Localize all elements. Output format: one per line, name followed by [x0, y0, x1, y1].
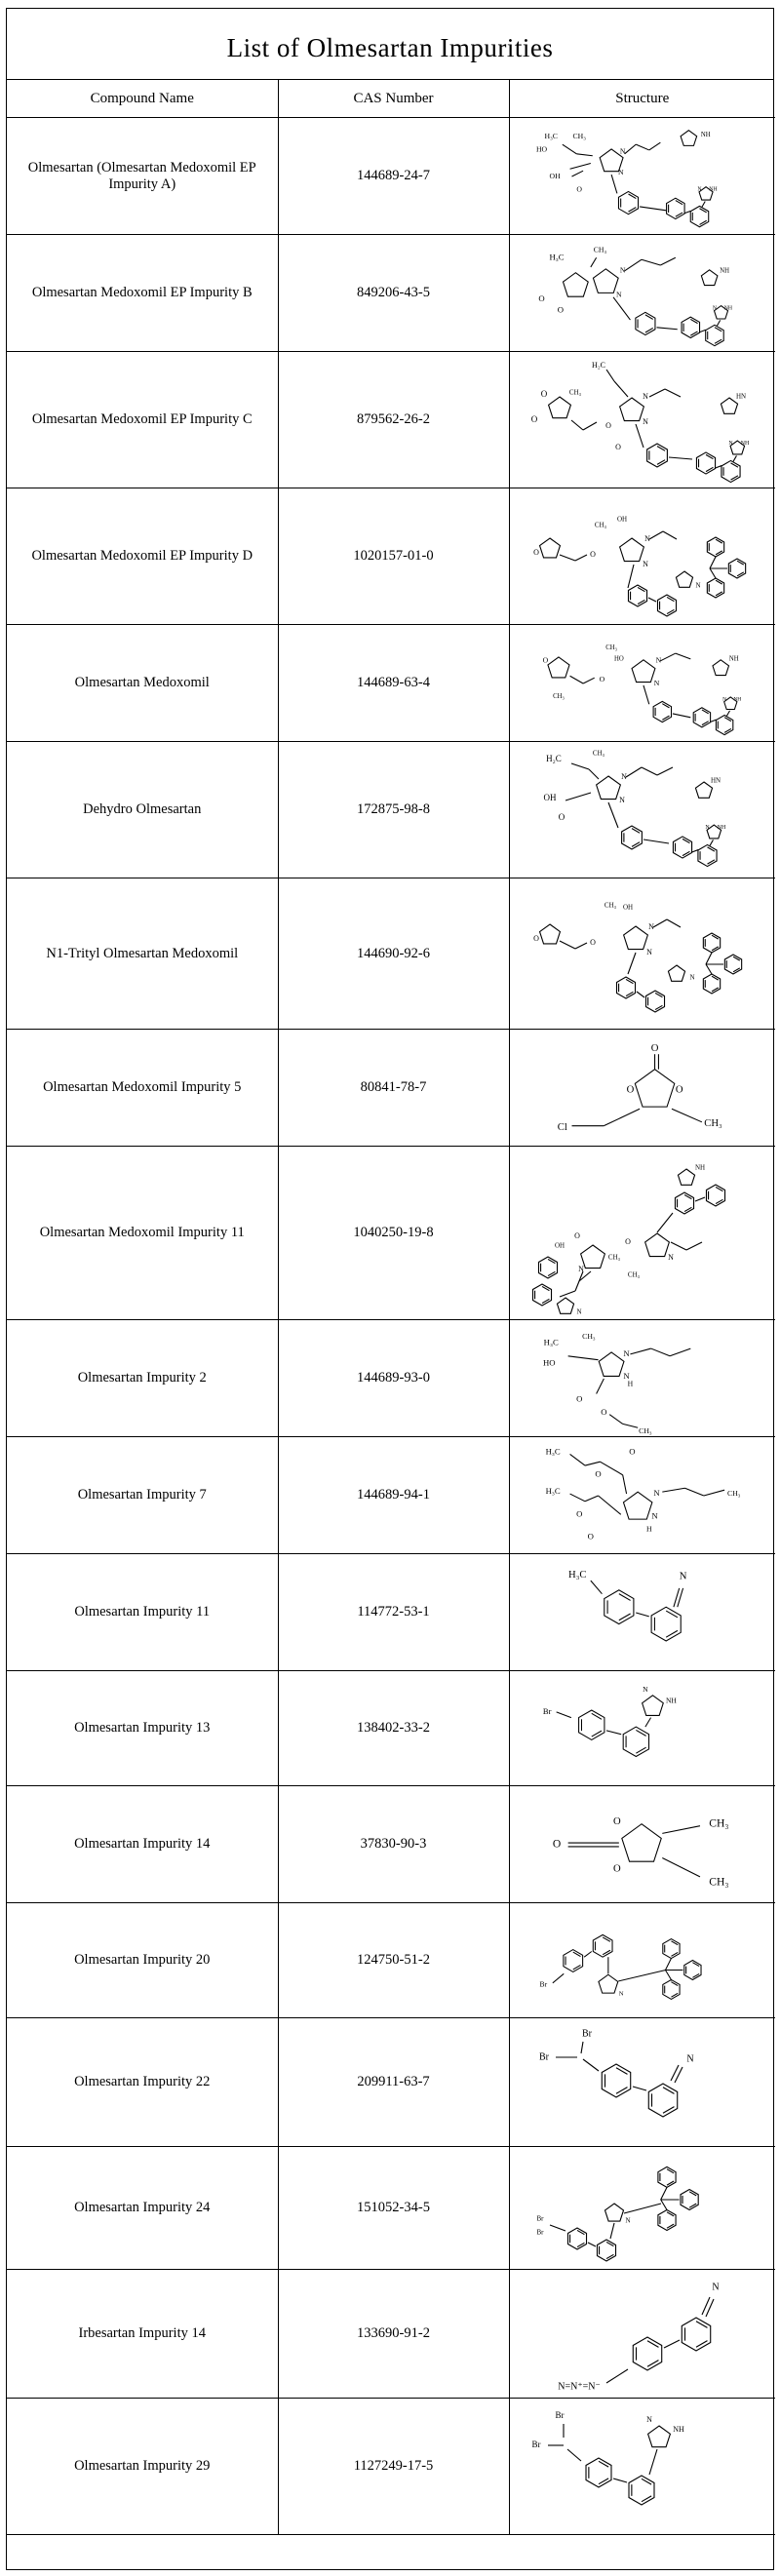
atom-label-h3c: H₃C [545, 1485, 561, 1496]
atom-label-n: N [689, 973, 695, 982]
atom-label-ch3: CH₃ [568, 388, 581, 397]
atom-label-n: N [642, 1684, 648, 1694]
compound-name-cell: Olmesartan Impurity 20 [7, 1903, 278, 2018]
impurities-sheet [6, 8, 774, 2570]
atom-label-n: N [645, 2414, 652, 2424]
olmesartan-structure-icon [521, 120, 764, 233]
imidazole-diester-structure-icon [521, 1439, 764, 1552]
table-row [7, 1147, 775, 1320]
structure-cell [509, 1671, 775, 1786]
cas-number-cell: 144690-92-6 [278, 878, 509, 1030]
atom-label-o: O [589, 937, 596, 947]
table-row [7, 1030, 775, 1147]
atom-label-nh: NH [740, 440, 749, 447]
structure-cell [509, 625, 775, 742]
atom-label-h: H [627, 1379, 633, 1388]
atom-label-n: N [618, 1990, 624, 1998]
dehydro-olmesartan-structure-icon [521, 744, 764, 877]
cas-number-cell: 849206-43-5 [278, 235, 509, 352]
structure-cell [509, 1437, 775, 1554]
atom-label-br: Br [555, 2409, 565, 2420]
atom-label-n: N [642, 416, 648, 426]
dibromomethyl-tetrazole-structure-icon [521, 2400, 764, 2533]
atom-label-n: N [619, 265, 626, 275]
medoxomil-structure-icon [521, 627, 764, 740]
atom-label-o: O [626, 1083, 635, 1095]
atom-label-o: O [612, 1863, 621, 1875]
compound-name-cell: Olmesartan Medoxomil EP Impurity B [7, 235, 278, 352]
cas-number-cell: 80841-78-7 [278, 1030, 509, 1147]
atom-label-ch3: CH₃ [607, 1253, 620, 1262]
atom-label-o: O [532, 547, 539, 557]
atom-label-o: O [614, 442, 621, 451]
atom-label-n: N [615, 290, 622, 299]
atom-label-n: N [722, 695, 726, 702]
atom-label-n: N [642, 559, 648, 568]
atom-label-ch3: CH₃ [581, 1331, 596, 1341]
atom-label-o: O [538, 293, 545, 303]
table-row [7, 352, 775, 488]
atom-label-n: N [705, 824, 710, 831]
atom-label-n: N [642, 391, 648, 401]
table-row [7, 1903, 775, 2018]
structure-cell [509, 1554, 775, 1671]
atom-label-n: N [655, 655, 661, 665]
atom-label-h: H [645, 1524, 652, 1534]
lactone-structure-icon [521, 237, 764, 350]
atom-label-nh: NH [694, 1163, 705, 1172]
atom-label-cl: Cl [557, 1121, 567, 1133]
atom-label-o: O [532, 933, 539, 943]
atom-label-n: N [618, 795, 625, 804]
trityl-bromomethyl-structure-icon [521, 1905, 764, 2016]
atom-label-cn_n: N [679, 1571, 687, 1582]
dibromomethyl-nitrile-structure-icon [521, 2020, 764, 2145]
atom-label-o: O [552, 1837, 561, 1851]
atom-label-ho: HO [613, 654, 624, 662]
atom-label-nh: NH [728, 654, 739, 662]
dimethyl-dioxolone-structure-icon [521, 1788, 764, 1901]
table-row [7, 742, 775, 878]
atom-label-br: Br [536, 2228, 544, 2237]
atom-label-nh: NH [723, 304, 732, 311]
table-row [7, 1786, 775, 1903]
atom-label-h3c: H₃C [549, 251, 565, 261]
atom-label-n: N [625, 2216, 631, 2225]
structure-cell [509, 2270, 775, 2399]
atom-label-n: N [576, 1308, 582, 1316]
compound-name-cell: Olmesartan Medoxomil [7, 625, 278, 742]
table-row [7, 1554, 775, 1671]
atom-label-n: N [645, 947, 652, 956]
compound-name-cell: Olmesartan Medoxomil EP Impurity C [7, 352, 278, 488]
atom-label-n: N [623, 1370, 630, 1381]
cas-number-cell: 1127249-17-5 [278, 2399, 509, 2535]
atom-label-ho: HO [535, 144, 547, 154]
dimer-structure-icon [521, 1149, 764, 1318]
atom-label-n: N [617, 167, 624, 176]
cas-number-cell: 151052-34-5 [278, 2147, 509, 2270]
atom-label-o: O [575, 1507, 583, 1518]
structure-cell [509, 2018, 775, 2147]
compound-name-cell: N1-Trityl Olmesartan Medoxomil [7, 878, 278, 1030]
impurities-table [7, 80, 775, 2535]
atom-label-n: N [695, 581, 701, 590]
atom-label-oh: OH [622, 903, 633, 912]
table-row [7, 2399, 775, 2535]
compound-name-cell: Olmesartan Impurity 29 [7, 2399, 278, 2535]
atom-label-ch3: CH₃ [552, 692, 565, 700]
atom-label-ch3: CH₃ [572, 131, 586, 140]
compound-name-cell: Olmesartan Impurity 11 [7, 1554, 278, 1671]
atom-label-ch3: CH₃ [638, 1425, 652, 1435]
atom-label-o: O [589, 549, 596, 559]
atom-label-ch3: CH₃ [708, 1815, 729, 1829]
header-cas-number: CAS Number [278, 80, 509, 118]
cas-number-cell: 209911-63-7 [278, 2018, 509, 2147]
atom-label-n: N [728, 440, 733, 447]
structure-cell [509, 352, 775, 488]
atom-label-n: N [697, 185, 702, 192]
atom-label-n: N [647, 921, 654, 931]
cas-number-cell: 144689-93-0 [278, 1320, 509, 1437]
atom-label-nh: NH [719, 266, 729, 274]
atom-label-n: N [577, 1264, 584, 1273]
compound-name-cell: Olmesartan Medoxomil EP Impurity D [7, 488, 278, 625]
atom-label-n: N [623, 1347, 630, 1358]
atom-label-o: O [595, 1468, 602, 1479]
atom-label-nh: NH [733, 695, 741, 702]
atom-label-n: N [619, 146, 626, 156]
atom-label-o: O [612, 1815, 621, 1827]
atom-label-oh: OH [549, 171, 561, 180]
imidazole-ethyl-ester-structure-icon [521, 1322, 764, 1435]
cas-number-cell: 133690-91-2 [278, 2270, 509, 2399]
table-row [7, 118, 775, 235]
structure-cell [509, 2147, 775, 2270]
structure-cell [509, 1903, 775, 2018]
table-row [7, 1320, 775, 1437]
structure-cell [509, 742, 775, 878]
atom-label-ho: HO [542, 1357, 556, 1368]
atom-label-o: O [675, 1083, 683, 1095]
table-row [7, 625, 775, 742]
atom-label-hn: HN [735, 392, 746, 401]
atom-label-o: O [628, 1446, 636, 1457]
atom-label-oh: OH [554, 1241, 565, 1250]
structure-cell [509, 1147, 775, 1320]
cas-number-cell: 144689-94-1 [278, 1437, 509, 1554]
atom-label-h3c: H₃C [567, 1569, 587, 1581]
atom-label-nh: NH [672, 2424, 684, 2434]
structure-cell [509, 2399, 775, 2535]
atom-label-cn_n: N [712, 2281, 720, 2292]
atom-label-ch3: CH₃ [604, 644, 617, 651]
cas-number-cell: 172875-98-8 [278, 742, 509, 878]
atom-label-ch3: CH₃ [593, 244, 606, 254]
atom-label-oh: OH [616, 515, 627, 524]
structure-cell [509, 1786, 775, 1903]
cas-number-cell: 124750-51-2 [278, 1903, 509, 2018]
compound-name-cell: Olmesartan Impurity 13 [7, 1671, 278, 1786]
cas-number-cell: 1040250-19-8 [278, 1147, 509, 1320]
atom-label-ch3: CH₃ [604, 901, 616, 910]
azidomethyl-nitrile-structure-icon [521, 2272, 764, 2397]
atom-label-br: Br [542, 1705, 552, 1716]
chloromethyl-dioxolone-structure-icon [521, 1032, 764, 1145]
atom-label-h2c: H₂C [545, 753, 562, 763]
table-row [7, 235, 775, 352]
compound-name-cell: Olmesartan Medoxomil Impurity 11 [7, 1147, 278, 1320]
structure-cell [509, 1320, 775, 1437]
cas-number-cell: 144689-24-7 [278, 118, 509, 235]
atom-label-nh: NH [665, 1695, 677, 1704]
atom-label-o: O [604, 420, 611, 430]
atom-label-o: O [650, 1042, 659, 1054]
atom-label-nh: NH [700, 131, 711, 138]
atom-label-n: N [667, 1252, 674, 1262]
atom-label-h2c: H₂C [591, 360, 605, 370]
table-header-row [7, 80, 775, 118]
atom-label-br: Br [538, 2050, 549, 2062]
cas-number-cell: 879562-26-2 [278, 352, 509, 488]
compound-name-cell: Olmesartan Impurity 7 [7, 1437, 278, 1554]
cas-number-cell: 114772-53-1 [278, 1554, 509, 1671]
table-row [7, 488, 775, 625]
atom-label-n: N [653, 1487, 660, 1498]
atom-label-h3c: H₃C [545, 1446, 561, 1457]
atom-label-br: Br [581, 2027, 592, 2039]
header-compound-name: Compound Name [7, 80, 278, 118]
atom-label-ch3: CH₃ [704, 1117, 722, 1129]
atom-label-oh: OH [543, 792, 557, 802]
dehydro-ester-structure-icon [521, 354, 764, 487]
atom-label-o: O [587, 1531, 594, 1542]
atom-label-hn: HN [710, 776, 721, 785]
atom-label-n: N [653, 678, 660, 687]
atom-label-br: Br [536, 2214, 544, 2223]
structure-cell [509, 878, 775, 1030]
atom-label-o: O [573, 1230, 580, 1240]
atom-label-o: O [575, 1392, 583, 1403]
structure-cell [509, 118, 775, 235]
page-title: List of Olmesartan Impurities [7, 9, 773, 80]
table-row [7, 2147, 775, 2270]
structure-cell [509, 488, 775, 625]
atom-label-n: N [712, 304, 717, 311]
compound-name-cell: Olmesartan Impurity 24 [7, 2147, 278, 2270]
cas-number-cell: 1020157-01-0 [278, 488, 509, 625]
atom-label-nh: NH [717, 824, 725, 831]
table-row [7, 1437, 775, 1554]
atom-label-h3c: H₃C [544, 131, 558, 140]
atom-label-ch3: CH₃ [627, 1270, 640, 1279]
atom-label-o: O [558, 811, 565, 822]
atom-label-o: O [540, 388, 547, 399]
atom-label-o: O [600, 1406, 607, 1417]
n1-trityl-structure-icon [521, 880, 764, 1028]
table-row [7, 2270, 775, 2399]
compound-name-cell: Olmesartan Impurity 2 [7, 1320, 278, 1437]
atom-label-n: N [644, 533, 650, 543]
atom-label-o: O [557, 303, 564, 314]
bromomethyl-biphenyl-tetrazole-structure-icon [521, 1673, 764, 1784]
atom-label-br: Br [539, 1978, 547, 1988]
atom-label-h3c: H₃C [543, 1336, 559, 1347]
compound-name-cell: Dehydro Olmesartan [7, 742, 278, 878]
compound-name-cell: Olmesartan (Olmesartan Medoxomil EP Impurity A) [7, 118, 278, 235]
trityl-dibromomethyl-structure-icon [521, 2149, 764, 2268]
cas-number-cell: 138402-33-2 [278, 1671, 509, 1786]
atom-label-ch3: CH₃ [592, 749, 604, 758]
atom-label-n: N [620, 771, 627, 781]
table-row [7, 2018, 775, 2147]
atom-label-o: O [599, 674, 604, 683]
structure-cell [509, 235, 775, 352]
header-structure: Structure [509, 80, 775, 118]
atom-label-n: N [651, 1509, 658, 1520]
structure-cell [509, 1030, 775, 1147]
methyl-biphenyl-nitrile-structure-icon [521, 1556, 764, 1669]
compound-name-cell: Olmesartan Medoxomil Impurity 5 [7, 1030, 278, 1147]
atom-label-o: O [576, 183, 582, 193]
compound-name-cell: Olmesartan Impurity 14 [7, 1786, 278, 1903]
atom-label-o: O [624, 1236, 631, 1246]
atom-label-ch3: CH₃ [594, 521, 606, 529]
atom-label-cn_n: N [686, 2052, 694, 2064]
compound-name-cell: Olmesartan Impurity 22 [7, 2018, 278, 2147]
trityl-ester-structure-icon [521, 490, 764, 623]
atom-label-nh: NH [709, 185, 718, 192]
atom-label-o: O [530, 413, 537, 424]
atom-label-azide: N=N⁺=N⁻ [557, 2380, 601, 2392]
atom-label-ch3: CH₃ [726, 1488, 741, 1498]
atom-label-br: Br [531, 2439, 541, 2449]
cas-number-cell: 37830-90-3 [278, 1786, 509, 1903]
table-row [7, 1671, 775, 1786]
atom-label-o: O [542, 655, 548, 665]
cas-number-cell: 144689-63-4 [278, 625, 509, 742]
table-row [7, 878, 775, 1030]
compound-name-cell: Irbesartan Impurity 14 [7, 2270, 278, 2399]
atom-label-ch3: CH₃ [708, 1874, 729, 1888]
